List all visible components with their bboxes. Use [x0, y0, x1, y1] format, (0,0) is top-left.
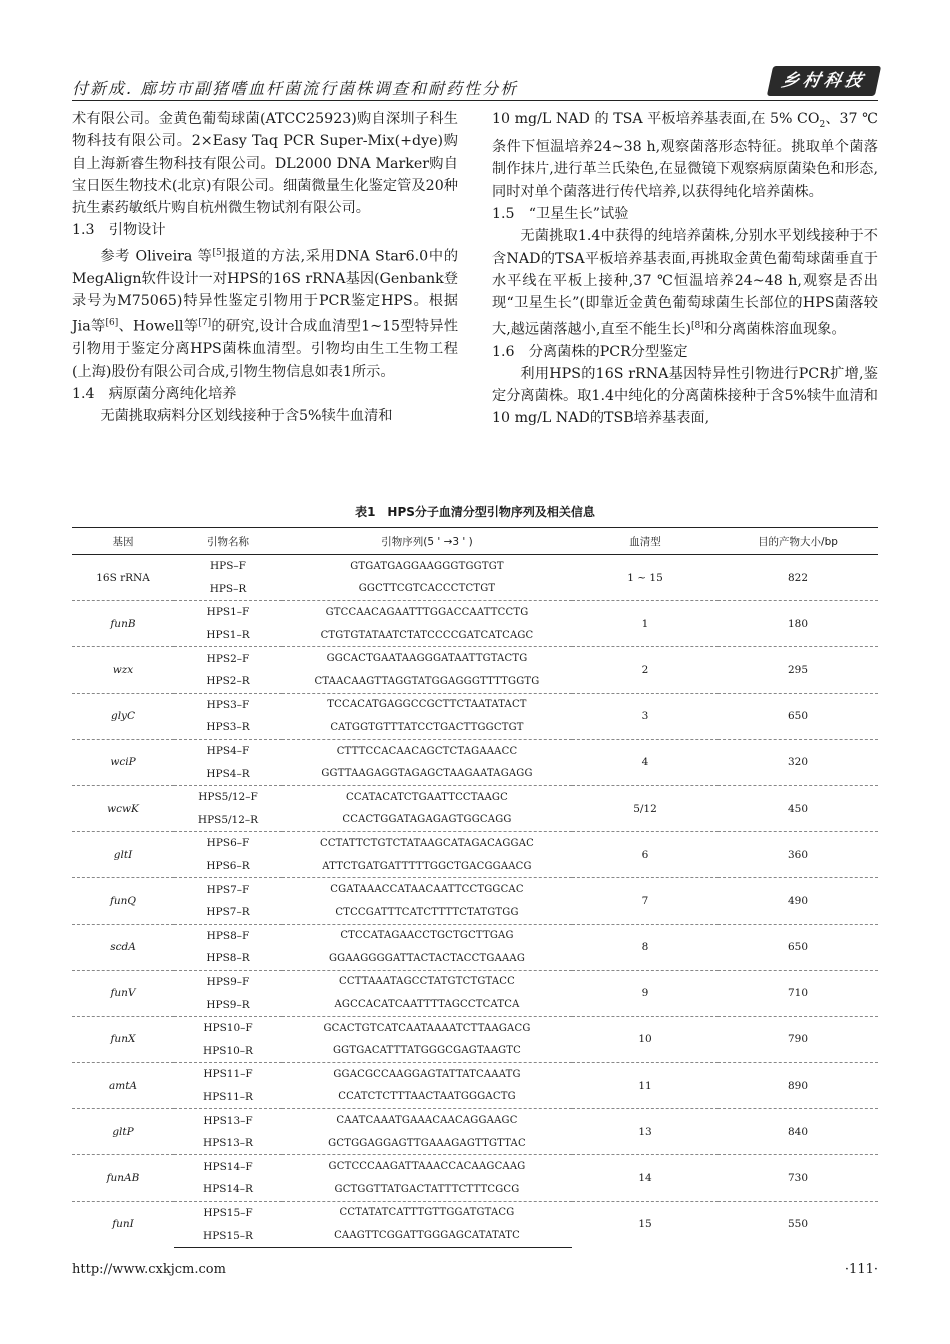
text-span: 、Howell等: [118, 319, 199, 336]
serotype-cell: 9: [572, 970, 718, 1016]
primer-name-cell: HPS6–F: [174, 832, 282, 855]
sequence-cell: CCTTAAATAGCCTATGTCTGTACC: [282, 970, 572, 993]
gene-cell: amtA: [72, 1063, 174, 1109]
primer-name-cell: HPS10–R: [203, 1044, 253, 1057]
text-span: 和分离菌株溶血现象。: [703, 321, 846, 338]
page-number: ·111·: [844, 1262, 878, 1277]
paragraph-isolation: 无菌挑取病料分区划线接种于含5%犊牛血清和: [100, 408, 393, 425]
paragraph-materials: 术有限公司。金黄色葡萄球菌(ATCC25923)购自深圳子科生物科技有限公司。2×Easy Taq PCR Super-Mix(+dye)购自上海新睿生物科技有限公司。DL2000 DNA Marker购自宝日医生物技术(北京)有限公司。细菌微量生化鉴定管及20种抗生素药敏纸片购自杭州微生物试剂有限公司。: [72, 111, 458, 217]
gene-cell: funAB: [72, 1155, 174, 1201]
paragraph-culture: [492, 108, 878, 203]
header-product-size: 目的产物大小/bp: [718, 528, 878, 555]
table-row: [72, 1201, 878, 1224]
footer-url[interactable]: http://www.cxkjcm.com: [72, 1262, 226, 1277]
gene-cell: wzx: [72, 647, 174, 693]
product-size-cell: 710: [718, 970, 878, 1016]
table-row: [72, 832, 878, 855]
sequence-cell: CCTATTCTGTCTATAAGCATAGACAGGAC: [282, 832, 572, 855]
product-size-cell: 650: [718, 924, 878, 970]
sequence-cell: GCTGGAGGAGTTGAAAGAGTTGTTAC: [328, 1137, 526, 1149]
sequence-cell: CTTTCCACAACAGCTCTAGAAACC: [282, 739, 572, 762]
serotype-cell: 13: [572, 1109, 718, 1155]
sequence-cell: GGAAGGGGATTACTACTACCTGAAAG: [328, 952, 526, 964]
table-row: [72, 1155, 878, 1178]
primer-name-cell: HPS4–R: [206, 767, 250, 780]
sequence-cell: CCACTGGATAGAGAGTGGCAGG: [342, 814, 512, 826]
text-span: 的研究,设计合成血清型1~15型特异性引物用于鉴定分离HPS菌株血清型。引物均由生工生物工程(上海)股份有限公司合成,引物生物信息如表1所示。: [72, 319, 459, 380]
product-size-cell: 450: [718, 785, 878, 831]
primer-name-cell: HPS8–R: [206, 952, 250, 965]
serotype-cell: 3: [572, 693, 718, 739]
serotype-cell: 2: [572, 647, 718, 693]
sequence-cell: CCTATATCATTTGTTGGATGTACG: [282, 1201, 572, 1224]
table-row: [72, 1063, 878, 1086]
table-row: [72, 785, 878, 808]
primer-name-cell: HPS7–R: [206, 906, 250, 919]
product-size-cell: 550: [718, 1201, 878, 1247]
sequence-cell: GTCCAACAGAATTTGGACCAATTCCTG: [282, 601, 572, 624]
sequence-cell: CTCCGATTTCATCTTTTCTATGTGG: [335, 906, 519, 918]
product-size-cell: 490: [718, 878, 878, 924]
table-container: [72, 527, 878, 1248]
sequence-cell: CTAACAAGTTAGGTATGGAGGGTTTTGGTG: [314, 675, 540, 687]
gene-cell: funV: [72, 970, 174, 1016]
product-size-cell: 730: [718, 1155, 878, 1201]
product-size-cell: 790: [718, 1016, 878, 1062]
header-primer-name: 引物名称: [174, 528, 282, 555]
sequence-cell: GGTTAAGAGGTAGAGCTAAGAATAGAGG: [321, 768, 533, 780]
sequence-cell: CAATCAAATGAAACAACAGGAAGC: [282, 1109, 572, 1132]
gene-cell: funQ: [72, 878, 174, 924]
primer-name-cell: HPS9–F: [174, 970, 282, 993]
serotype-cell: 14: [572, 1155, 718, 1201]
primer-name-cell: HPS11–F: [174, 1063, 282, 1086]
table-row: [72, 970, 878, 993]
table-row: [72, 1109, 878, 1132]
table-row: [72, 555, 878, 578]
primer-name-cell: HPS15–F: [174, 1201, 282, 1224]
serotype-cell: 10: [572, 1016, 718, 1062]
header-sequence: 引物序列(5 ' →3 ' ): [282, 528, 572, 555]
primer-name-cell: HPS10–F: [174, 1016, 282, 1039]
primer-name-cell: HPS5/12–R: [197, 813, 259, 826]
primer-name-cell: HPS6–R: [206, 860, 250, 873]
table-row: [72, 647, 878, 670]
product-size-cell: 295: [718, 647, 878, 693]
table-caption: 表1 HPS分子血清分型引物序列及相关信息: [355, 505, 595, 519]
gene-cell: funX: [72, 1016, 174, 1062]
sequence-cell: GCTGGTTATGACTATTTCTTTCGCG: [334, 1183, 520, 1195]
serotype-cell: 1: [572, 601, 718, 647]
primer-name-cell: HPS–R: [209, 582, 247, 595]
gene-cell: scdA: [72, 924, 174, 970]
header-gene: 基因: [72, 528, 174, 555]
section-heading-1-4: 1.4 病原菌分离纯化培养: [72, 386, 237, 403]
primer-name-cell: HPS13–R: [203, 1137, 253, 1150]
sequence-cell: CTGTGTATAATCTATCCCCGATCATCAGC: [320, 629, 534, 641]
sequence-cell: CAAGTTCGGATTGGGAGCATATATC: [282, 1224, 572, 1247]
gene-cell: glyC: [72, 693, 174, 739]
primer-name-cell: HPS–F: [210, 560, 246, 573]
serotype-cell: 11: [572, 1063, 718, 1109]
sequence-cell: ATTCTGATGATTTTTGGCTGACGGAACG: [322, 860, 532, 872]
product-size-cell: 360: [718, 832, 878, 878]
primer-table: [72, 527, 878, 1248]
sequence-cell: AGCCACATCAATTTTAGCCTCATCA: [334, 999, 520, 1011]
sequence-cell: GGTGACATTTATGGGCGAGTAAGTC: [332, 1045, 522, 1057]
text-span: 、37 ℃条件下恒温培养24~38 h,观察菌落形态特征。挑取单个菌落制作抹片,进行革兰氏染色,在显微镜下观察病原菌染色和形态,同时对单个菌落进行传代培养,以获得纯化培养菌株。: [492, 111, 878, 200]
running-title: 付新成. 廊坊市副猪嗜血杆菌流行菌株调查和耐药性分析: [72, 79, 519, 98]
sequence-cell: TCCACATGAGGCCGCTTCTAATATACT: [282, 693, 572, 716]
primer-name-cell: HPS3–R: [206, 721, 250, 734]
primer-name-cell: HPS1–F: [174, 601, 282, 624]
citation-ref[interactable]: [6]: [105, 318, 119, 329]
sequence-cell: CCATACATCTGAATTCCTAAGC: [282, 785, 572, 808]
primer-name-cell: HPS15–R: [174, 1224, 282, 1247]
table-row: [72, 1016, 878, 1039]
citation-ref[interactable]: [5]: [212, 247, 226, 258]
primer-name-cell: HPS11–R: [203, 1090, 253, 1103]
product-size-cell: 840: [718, 1109, 878, 1155]
text-span: 无菌挑取1.4中获得的纯培养菌株,分别水平划线接种于不含NAD的TSA平板培养基表面,再挑取金黄色葡萄球菌垂直于水平线在平板上接种,37 ℃恒温培养24~48 h,观察是否出现“卫星生长”(即靠近金黄色葡萄球菌生长部位的HPS菌落较大,越远菌落越小,直至不能生长): [492, 228, 878, 338]
text-span: 报道的方法,采用DNA Star6.0中的MegAlign软件设计一对HPS的16S rRNA基因(Genbank登录号为M75065)特异性鉴定引物用于PCR鉴定HPS。根据Jia等: [72, 248, 459, 336]
table-row: [72, 878, 878, 901]
product-size-cell: 180: [718, 601, 878, 647]
running-header: [72, 72, 878, 102]
citation-ref[interactable]: [8]: [691, 320, 704, 331]
primer-name-cell: HPS8–F: [174, 924, 282, 947]
sequence-cell: GGCTTCGTCACCCTCTGT: [358, 583, 496, 595]
right-column: [492, 108, 878, 430]
serotype-cell: 4: [572, 739, 718, 785]
primer-name-cell: HPS4–F: [174, 739, 282, 762]
primer-name-cell: HPS14–R: [203, 1183, 253, 1196]
sequence-cell: CTCCATAGAACCTGCTGCTTGAG: [282, 924, 572, 947]
sequence-cell: GTGATGAGGAAGGGTGGTGT: [350, 560, 504, 572]
paragraph-primer-design: [72, 242, 458, 383]
sequence-cell: CCATCTCTTTAACTAATGGGACTG: [338, 1091, 516, 1103]
table-header-row: [72, 528, 878, 555]
product-size-cell: 650: [718, 693, 878, 739]
journal-logo: 乡村科技: [767, 66, 881, 96]
serotype-cell: 1 ~ 15: [627, 571, 663, 584]
left-column: [72, 108, 458, 428]
serotype-cell: 8: [572, 924, 718, 970]
serotype-cell: 15: [572, 1201, 718, 1247]
sequence-cell: CATGGTGTTTATCCTGACTTGGCTGT: [330, 721, 524, 733]
gene-cell: funI: [72, 1201, 174, 1247]
sequence-cell: GGACGCCAAGGAGTATTATCAAATG: [282, 1063, 572, 1086]
primer-name-cell: HPS5/12–F: [174, 785, 282, 808]
primer-name-cell: HPS2–F: [174, 647, 282, 670]
header-serotype: 血清型: [572, 528, 718, 555]
gene-cell: gltI: [72, 832, 174, 878]
subscript: 2: [819, 119, 826, 130]
primer-name-cell: HPS7–F: [174, 878, 282, 901]
table-row: [72, 739, 878, 762]
product-size-cell: 890: [718, 1063, 878, 1109]
text-span: 10 mg/L NAD 的 TSA 平板培养基表面,在 5% CO: [492, 111, 820, 127]
serotype-cell: 5/12: [572, 785, 718, 831]
gene-cell: wcwK: [72, 785, 174, 831]
primer-name-cell: HPS9–R: [206, 998, 250, 1011]
table-row: [72, 601, 878, 624]
gene-cell: funB: [72, 601, 174, 647]
paragraph-pcr-typing: 利用HPS的16S rRNA基因特异性引物进行PCR扩增,鉴定分离菌株。取1.4中纯化的分离菌株接种于含5%犊牛血清和10 mg/L NAD的TSB培养基表面,: [492, 365, 878, 427]
header-rule: [72, 100, 878, 101]
primer-name-cell: HPS14–F: [174, 1155, 282, 1178]
sequence-cell: CGATAAACCATAACAATTCCTGGCAC: [282, 878, 572, 901]
primer-name-cell: HPS2–R: [206, 675, 250, 688]
section-heading-1-3: 1.3 引物设计: [72, 222, 166, 239]
paragraph-satellite-test: [492, 225, 878, 340]
product-size-cell: 822: [787, 571, 809, 584]
gene-cell: wciP: [72, 739, 174, 785]
serotype-cell: 6: [572, 832, 718, 878]
text-span: 参考 Oliveira 等: [100, 248, 213, 265]
primer-name-cell: HPS1–R: [206, 629, 250, 642]
gene-cell: gltP: [72, 1109, 174, 1155]
product-size-cell: 320: [718, 739, 878, 785]
sequence-cell: GGCACTGAATAAGGGATAATTGTACTG: [282, 647, 572, 670]
primer-name-cell: HPS13–F: [174, 1109, 282, 1132]
serotype-cell: 7: [572, 878, 718, 924]
sequence-cell: GCACTGTCATCAATAAAATCTTAAGACG: [282, 1016, 572, 1039]
sequence-cell: GCTCCCAAGATTAAACCACAAGCAAG: [282, 1155, 572, 1178]
citation-ref[interactable]: [7]: [198, 318, 212, 329]
primer-name-cell: HPS3–F: [174, 693, 282, 716]
table-row: [72, 693, 878, 716]
table-row: [72, 924, 878, 947]
section-heading-1-6: 1.6 分离菌株的PCR分型鉴定: [492, 343, 688, 360]
gene-cell: 16S rRNA: [96, 571, 150, 584]
section-heading-1-5: 1.5 “卫星生长”试验: [492, 206, 629, 223]
table-body: [72, 555, 878, 1248]
